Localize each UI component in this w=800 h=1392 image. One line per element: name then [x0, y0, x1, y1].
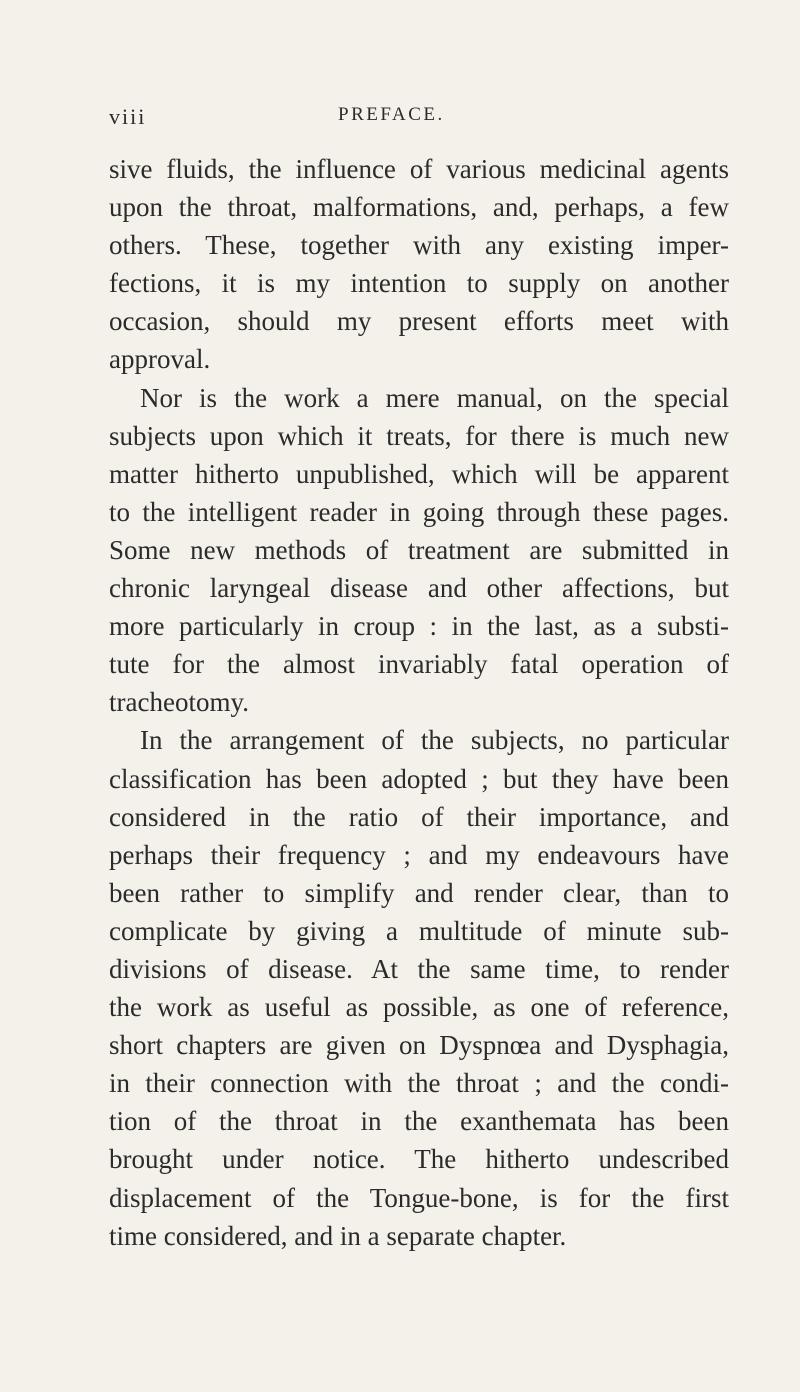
header-title: PREFACE.: [338, 104, 445, 125]
running-head: [109, 104, 729, 134]
text-line: In the arrangement of the subjects, no particular: [140, 725, 729, 756]
text-line: upon the throat, malformations, and, perhaps, a few: [109, 192, 729, 223]
text-line: occasion, should my present efforts meet with: [109, 306, 729, 337]
text-line: been rather to simplify and render clear, than to: [109, 877, 729, 908]
text-line: classification has been adopted ; but they have been: [109, 763, 729, 794]
text-line: displacement of the Tongue-bone, is for the first: [109, 1182, 729, 1213]
text-line: sive fluids, the influence of various medicinal agents: [109, 154, 729, 184]
text-line: divisions of disease. At the same time, to render: [109, 953, 729, 984]
text-line: Some new methods of treatment are submitted in: [109, 534, 729, 565]
text-line: approval.: [109, 344, 211, 375]
paragraph-3: [109, 721, 729, 1254]
text-line: others. These, together with any existing imper-: [109, 230, 729, 261]
text-line: fections, it is my intention to supply on another: [109, 268, 729, 299]
text-line: tion of the throat in the exanthemata has been: [109, 1106, 729, 1137]
text-line: in their connection with the throat ; and the condi-: [109, 1068, 729, 1099]
text-line: perhaps their frequency ; and my endeavours have: [109, 839, 729, 870]
text-line: matter hitherto unpublished, which will be apparent: [109, 458, 729, 489]
text-line: the work as useful as possible, as one of reference,: [109, 992, 729, 1023]
text-line: brought under notice. The hitherto undescribed: [109, 1144, 729, 1175]
text-line: subjects upon which it treats, for there is much new: [109, 420, 729, 451]
text-line: considered in the ratio of their importance, and: [109, 801, 729, 832]
text-line: Nor is the work a mere manual, on the special: [140, 382, 729, 413]
paragraph-1: [109, 150, 729, 379]
text-line: more particularly in croup : in the last, as a substi-: [109, 611, 729, 642]
page-number: viii: [109, 104, 147, 129]
text-line: tracheotomy.: [109, 687, 249, 718]
text-line: complicate by giving a multitude of minute sub-: [109, 915, 729, 946]
text-line: short chapters are given on Dyspnœa and Dysphagia,: [109, 1030, 729, 1061]
paragraph-2: [109, 379, 729, 722]
text-line: tute for the almost invariably fatal operation of: [109, 649, 729, 680]
text-line: time considered, and in a separate chapter.: [109, 1220, 567, 1251]
text-line: chronic laryngeal disease and other affections, but: [109, 573, 729, 604]
text-line: to the intelligent reader in going through these pages.: [109, 496, 729, 527]
body-text: [109, 150, 729, 1255]
